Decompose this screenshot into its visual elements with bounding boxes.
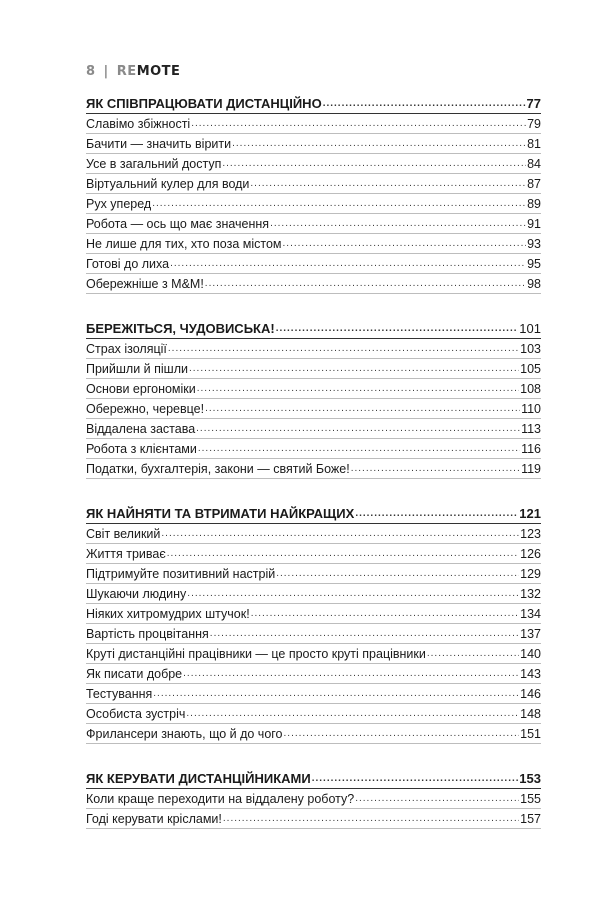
toc-entry[interactable] xyxy=(86,254,541,274)
dot-leader xyxy=(355,790,519,808)
toc-page-number: 79 xyxy=(527,117,541,131)
dot-leader xyxy=(183,665,519,683)
toc-chapter-heading[interactable] xyxy=(86,92,541,114)
toc-entry-title: Вартість процвітання xyxy=(86,627,209,641)
toc-chapter-heading[interactable] xyxy=(86,767,541,789)
toc-section xyxy=(86,767,541,829)
dot-leader xyxy=(198,440,520,458)
toc-page-number: 137 xyxy=(520,627,541,641)
toc-page-number: 77 xyxy=(526,96,541,111)
brand-prefix: RE xyxy=(116,64,137,79)
toc-page-number: 89 xyxy=(527,197,541,211)
toc-entry[interactable] xyxy=(86,524,541,544)
page-number: 8 xyxy=(86,64,96,79)
toc-entry-title: Обережно, черевце! xyxy=(86,402,205,416)
toc-entry-title: Круті дистанційні працівники — це просто круті працівники xyxy=(86,647,426,661)
toc-entry-title: Шукаючи людину xyxy=(86,587,187,601)
toc-page-number: 119 xyxy=(521,462,541,476)
toc-entry[interactable] xyxy=(86,134,541,154)
toc-entry[interactable] xyxy=(86,789,541,809)
toc-entry-title: Прийшли й пішли xyxy=(86,362,188,376)
toc-entry-title: БЕРЕЖІТЬСЯ, ЧУДОВИСЬКА! xyxy=(86,321,275,336)
toc-entry-title: Життя триває xyxy=(86,547,166,561)
dot-leader xyxy=(197,380,519,398)
toc-page-number: 148 xyxy=(520,707,541,721)
toc-page-number: 116 xyxy=(521,442,541,456)
toc-entry-title: Віддалена застава xyxy=(86,422,196,436)
toc-entry[interactable] xyxy=(86,604,541,624)
dot-leader xyxy=(210,625,519,643)
toc-entry-title: Фрилансери знають, що й до чого xyxy=(86,727,283,741)
header-separator: | xyxy=(103,64,109,79)
dot-leader xyxy=(223,810,519,828)
toc-entry[interactable] xyxy=(86,724,541,744)
dot-leader xyxy=(191,115,526,133)
dot-leader xyxy=(351,460,520,478)
toc-page-number: 87 xyxy=(527,177,541,191)
dot-leader xyxy=(187,585,519,603)
toc-entry-title: ЯК СПІВПРАЦЮВАТИ ДИСТАНЦІЙНО xyxy=(86,96,322,111)
toc-entry-title: Підтримуйте позитивний настрій xyxy=(86,567,276,581)
toc-entry-title: ЯК НАЙНЯТИ ТА ВТРИМАТИ НАЙКРАЩИХ xyxy=(86,506,355,521)
toc-page-number: 95 xyxy=(527,257,541,271)
dot-leader xyxy=(153,685,519,703)
toc-page-number: 103 xyxy=(520,342,541,356)
toc-entry-title: Ніяких хитромудрих штучок! xyxy=(86,607,250,621)
dot-leader xyxy=(189,360,519,378)
dot-leader xyxy=(205,275,526,293)
toc-entry[interactable] xyxy=(86,174,541,194)
dot-leader xyxy=(232,135,526,153)
toc-entry-title: Усе в загальний доступ xyxy=(86,157,222,171)
toc-entry[interactable] xyxy=(86,359,541,379)
toc-entry-title: Обережніше з М&М! xyxy=(86,277,204,291)
dot-leader xyxy=(167,545,519,563)
dot-leader xyxy=(276,320,519,338)
toc-entry-title: Не лише для тих, хто поза містом xyxy=(86,237,282,251)
toc-page-number: 146 xyxy=(520,687,541,701)
toc-page-number: 98 xyxy=(527,277,541,291)
toc-page-number: 93 xyxy=(527,237,541,251)
toc-page-number: 132 xyxy=(520,587,541,601)
toc-entry-title: Тестування xyxy=(86,687,153,701)
toc-entry-title: Як писати добре xyxy=(86,667,183,681)
toc-section xyxy=(86,502,541,744)
toc-entry[interactable] xyxy=(86,704,541,724)
toc-entry[interactable] xyxy=(86,234,541,254)
toc-entry[interactable] xyxy=(86,459,541,479)
table-of-contents xyxy=(86,92,541,852)
toc-entry[interactable] xyxy=(86,379,541,399)
toc-page-number: 143 xyxy=(520,667,541,681)
toc-entry-title: Годі керувати кріслами! xyxy=(86,812,222,826)
toc-entry[interactable] xyxy=(86,274,541,294)
toc-page-number: 157 xyxy=(520,812,541,826)
toc-page-number: 84 xyxy=(527,157,541,171)
toc-entry[interactable] xyxy=(86,114,541,134)
toc-entry-title: Віртуальний кулер для води xyxy=(86,177,250,191)
toc-entry-title: Славімо збіжності xyxy=(86,117,191,131)
toc-entry[interactable] xyxy=(86,214,541,234)
toc-section xyxy=(86,317,541,479)
brand-suffix: MOTE xyxy=(136,64,181,79)
dot-leader xyxy=(427,645,519,663)
dot-leader xyxy=(222,155,526,173)
toc-entry-title: Бачити — значить вірити xyxy=(86,137,232,151)
toc-entry-title: ЯК КЕРУВАТИ ДИСТАНЦІЙНИКАМИ xyxy=(86,771,311,786)
toc-entry-title: Страх ізоляції xyxy=(86,342,167,356)
toc-page-number: 105 xyxy=(520,362,541,376)
dot-leader xyxy=(170,255,526,273)
toc-page-number: 121 xyxy=(519,506,541,521)
toc-chapter-heading[interactable] xyxy=(86,317,541,339)
toc-entry-title: Основи ергономіки xyxy=(86,382,196,396)
toc-entry[interactable] xyxy=(86,419,541,439)
toc-section xyxy=(86,92,541,294)
toc-entry-title: Податки, бухгалтерія, закони — святий Боже! xyxy=(86,462,350,476)
dot-leader xyxy=(284,725,520,743)
toc-entry[interactable] xyxy=(86,544,541,564)
toc-entry[interactable] xyxy=(86,339,541,359)
dot-leader xyxy=(323,95,526,113)
toc-entry-title: Особиста зустріч xyxy=(86,707,186,721)
toc-entry[interactable] xyxy=(86,194,541,214)
toc-page-number: 81 xyxy=(527,137,541,151)
toc-page-number: 123 xyxy=(520,527,541,541)
toc-page-number: 113 xyxy=(521,422,541,436)
toc-entry[interactable] xyxy=(86,684,541,704)
dot-leader xyxy=(205,400,520,418)
toc-entry[interactable] xyxy=(86,584,541,604)
toc-page-number: 153 xyxy=(519,771,541,786)
toc-entry-title: Коли краще переходити на віддалену роботу? xyxy=(86,792,355,806)
dot-leader xyxy=(355,505,518,523)
toc-page-number: 129 xyxy=(520,567,541,581)
dot-leader xyxy=(168,340,519,358)
dot-leader xyxy=(152,195,526,213)
toc-page-number: 155 xyxy=(520,792,541,806)
toc-page-number: 134 xyxy=(520,607,541,621)
toc-entry-title: Робота з клієнтами xyxy=(86,442,197,456)
toc-page-number: 108 xyxy=(520,382,541,396)
toc-entry[interactable] xyxy=(86,644,541,664)
running-header xyxy=(86,64,180,79)
toc-entry-title: Світ великий xyxy=(86,527,161,541)
toc-entry[interactable] xyxy=(86,664,541,684)
dot-leader xyxy=(251,605,519,623)
toc-entry-title: Рух уперед xyxy=(86,197,152,211)
dot-leader xyxy=(276,565,519,583)
toc-entry[interactable] xyxy=(86,439,541,459)
toc-page-number: 101 xyxy=(519,321,541,336)
toc-entry[interactable] xyxy=(86,154,541,174)
toc-page-number: 110 xyxy=(521,402,541,416)
toc-entry[interactable] xyxy=(86,399,541,419)
toc-entry-title: Готові до лиха xyxy=(86,257,170,271)
dot-leader xyxy=(250,175,526,193)
toc-entry[interactable] xyxy=(86,809,541,829)
toc-page-number: 151 xyxy=(520,727,541,741)
dot-leader xyxy=(270,215,526,233)
toc-page-number: 126 xyxy=(520,547,541,561)
toc-entry-title: Робота — ось що має значення xyxy=(86,217,270,231)
dot-leader xyxy=(186,705,519,723)
toc-entry[interactable] xyxy=(86,564,541,584)
dot-leader xyxy=(283,235,527,253)
toc-page-number: 140 xyxy=(520,647,541,661)
dot-leader xyxy=(312,770,519,788)
dot-leader xyxy=(196,420,520,438)
toc-entry[interactable] xyxy=(86,624,541,644)
toc-chapter-heading[interactable] xyxy=(86,502,541,524)
dot-leader xyxy=(161,525,519,543)
toc-page-number: 91 xyxy=(527,217,541,231)
